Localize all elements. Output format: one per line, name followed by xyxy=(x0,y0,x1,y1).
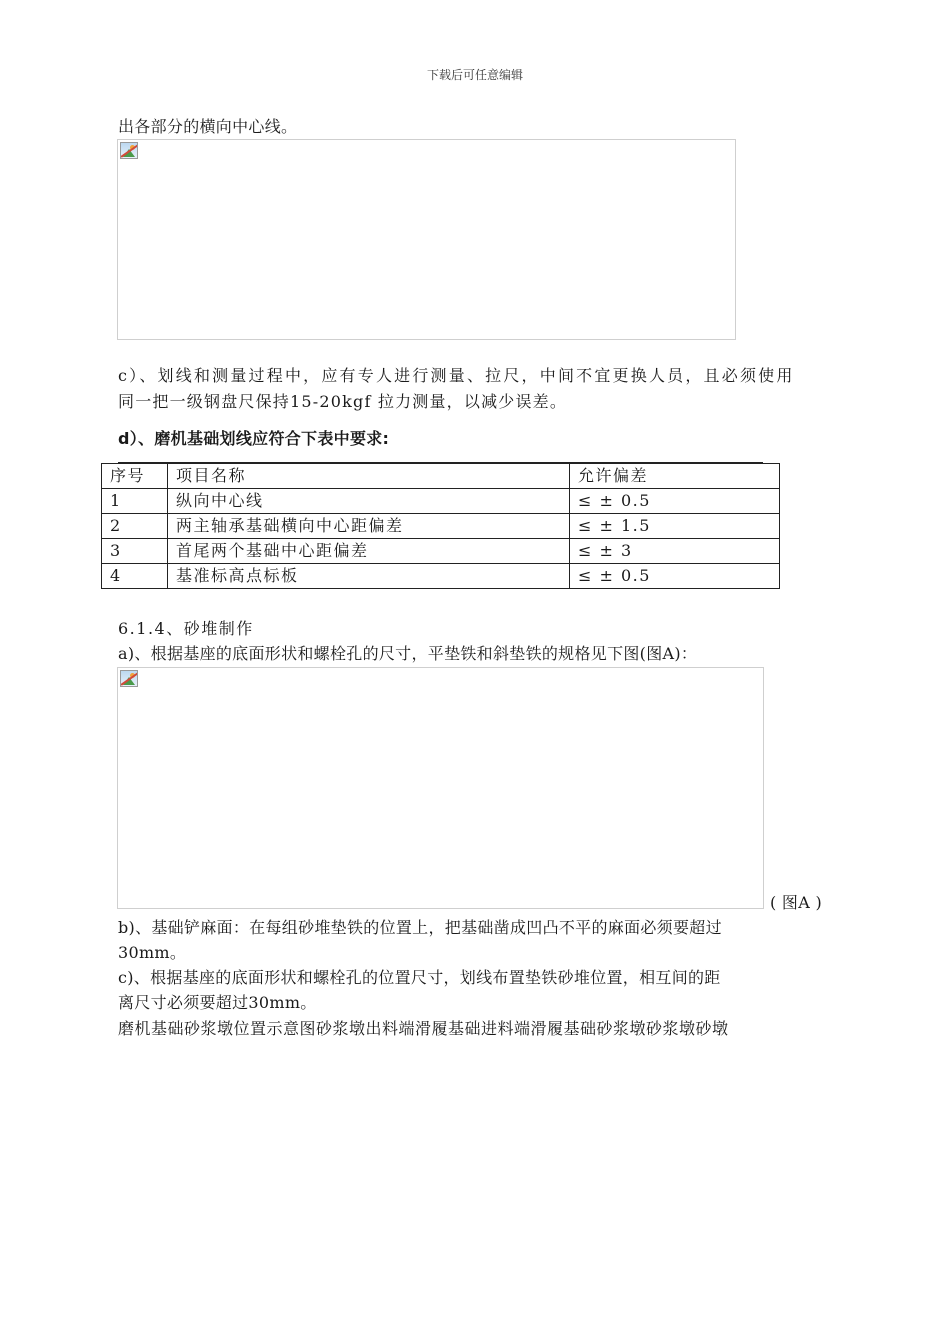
page-header: 下载后可任意编辑 xyxy=(426,68,523,82)
table-cell: 首尾两个基础中心距偏差 xyxy=(168,539,570,564)
paragraph-a: a)、根据基座的底面形状和螺栓孔的尺寸，平垫铁和斜垫铁的规格见下图(图A)： xyxy=(118,644,698,663)
table-cell: ≤ ± 1.5 xyxy=(570,514,780,539)
paragraph-b-line2: 30mm。 xyxy=(118,943,187,962)
table-cell: ≤ ± 0.5 xyxy=(570,489,780,514)
paragraph-diagram-labels: 磨机基础砂浆墩位置示意图砂浆墩出料端滑履基础进料端滑履基础砂浆墩砂浆墩砂墩 xyxy=(118,1019,729,1038)
table-header-cell: 允许偏差 xyxy=(570,464,780,489)
figure-caption: ( 图A ) xyxy=(770,893,823,912)
paragraph-centerline: 出各部分的横向中心线。 xyxy=(118,117,298,136)
paragraph-c-line2: 同一把一级钢盘尺保持15-20kgf 拉力测量，以减少误差。 xyxy=(118,392,568,411)
table-row xyxy=(102,514,780,539)
paragraph-c2-line2: 离尺寸必须要超过30mm。 xyxy=(118,993,317,1012)
table-cell: ≤ ± 0.5 xyxy=(570,564,780,589)
table-cell: 基准标高点标板 xyxy=(168,564,570,589)
table-row xyxy=(102,564,780,589)
table-cell: 两主轴承基础横向中心距偏差 xyxy=(168,514,570,539)
table-cell: 2 xyxy=(102,514,168,539)
tolerance-table xyxy=(101,463,780,589)
table-header-row xyxy=(102,464,780,489)
broken-image-icon xyxy=(120,670,138,687)
table-row xyxy=(102,489,780,514)
image-placeholder-1 xyxy=(117,139,736,340)
paragraph-c-line1: c）、划线和测量过程中，应有专人进行测量、拉尺，中间不宜更换人员，且必须使用 xyxy=(118,366,795,385)
table-cell: 纵向中心线 xyxy=(168,489,570,514)
image-placeholder-2 xyxy=(117,667,764,909)
table-cell: 4 xyxy=(102,564,168,589)
table-cell: ≤ ± 3 xyxy=(570,539,780,564)
paragraph-c2-line1: c)、根据基座的底面形状和螺栓孔的位置尺寸，划线布置垫铁砂堆位置，相互间的距 xyxy=(118,968,721,987)
broken-image-icon xyxy=(120,142,138,159)
table-row xyxy=(102,539,780,564)
section-heading-sand-pile: 6.1.4、砂堆制作 xyxy=(118,619,254,638)
paragraph-b-line1: b)、基础铲麻面：在每组砂堆垫铁的位置上，把基础凿成凹凸不平的麻面必须要超过 xyxy=(118,918,722,937)
table-header-cell: 项目名称 xyxy=(168,464,570,489)
table-cell: 1 xyxy=(102,489,168,514)
table-cell: 3 xyxy=(102,539,168,564)
table-header-cell: 序号 xyxy=(102,464,168,489)
paragraph-d-heading: d）、磨机基础划线应符合下表中要求: xyxy=(118,429,390,448)
